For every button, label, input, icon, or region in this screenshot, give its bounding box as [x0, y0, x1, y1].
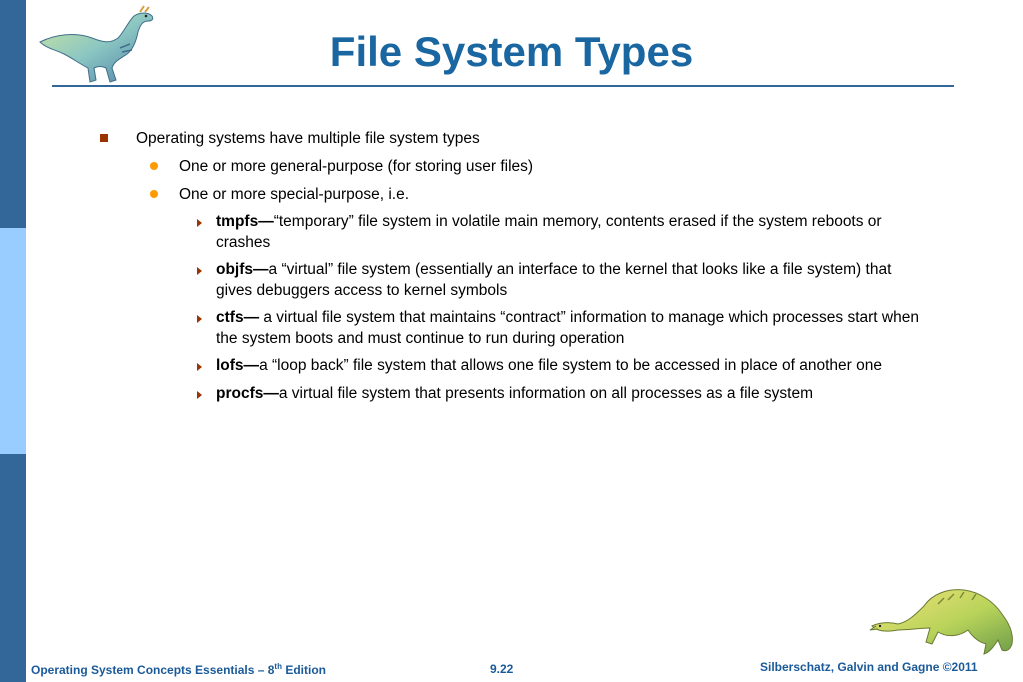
triangle-bullet-icon [197, 267, 202, 275]
footer-title-suffix: Edition [281, 663, 326, 677]
slide-title: File System Types [329, 28, 694, 75]
item-text: a “loop back” file system that allows one file system to be accessed in place of another one [259, 357, 882, 374]
triangle-bullet-icon [197, 219, 202, 227]
bullet-item-objfs [216, 259, 996, 301]
term-procfs: procfs— [216, 385, 279, 402]
term-lofs: lofs— [216, 357, 260, 374]
footer-page-number: 9.22 [490, 662, 514, 676]
round-bullet-icon [150, 190, 158, 198]
footer-authors: Silberschatz, Galvin and Gagne ©2011 [760, 660, 978, 674]
bullet-item-ctfs [216, 307, 1006, 349]
bullet-level2-general: One or more general-purpose (for storing user files) [179, 158, 534, 175]
footer-book-title [31, 662, 326, 677]
item-text: “temporary” file system in volatile main memory, contents erased if the system reboots or [273, 213, 882, 230]
term-ctfs: ctfs— [216, 309, 260, 326]
bullet-item-tmpfs [216, 211, 996, 253]
bullet-level2-special: One or more special-purpose, i.e. [179, 186, 410, 203]
item-text-continued: the system boots and must continue to run during operation [216, 330, 625, 347]
triangle-bullet-icon [197, 363, 202, 371]
item-text-continued: gives debuggers access to kernel symbols [216, 282, 508, 299]
footer-title-superscript: th [274, 662, 282, 671]
square-bullet-icon [100, 134, 108, 142]
footer-title-text: Operating System Concepts Essentials – 8 [31, 663, 275, 677]
term-tmpfs: tmpfs— [216, 213, 274, 230]
item-text-continued: crashes [216, 234, 271, 251]
bullet-item-lofs [216, 355, 996, 376]
item-text: a virtual file system that presents information on all processes as a file system [278, 385, 813, 402]
bullet-item-procfs [216, 383, 996, 404]
item-text: a virtual file system that maintains “contract” information to manage which processes start when [259, 309, 919, 326]
term-objfs: objfs— [216, 261, 269, 278]
round-bullet-icon [150, 162, 158, 170]
triangle-bullet-icon [197, 391, 202, 399]
triangle-bullet-icon [197, 315, 202, 323]
bullet-level1: Operating systems have multiple file system types [136, 130, 480, 147]
item-text: a “virtual” file system (essentially an interface to the kernel that looks like a file system) that [268, 261, 892, 278]
